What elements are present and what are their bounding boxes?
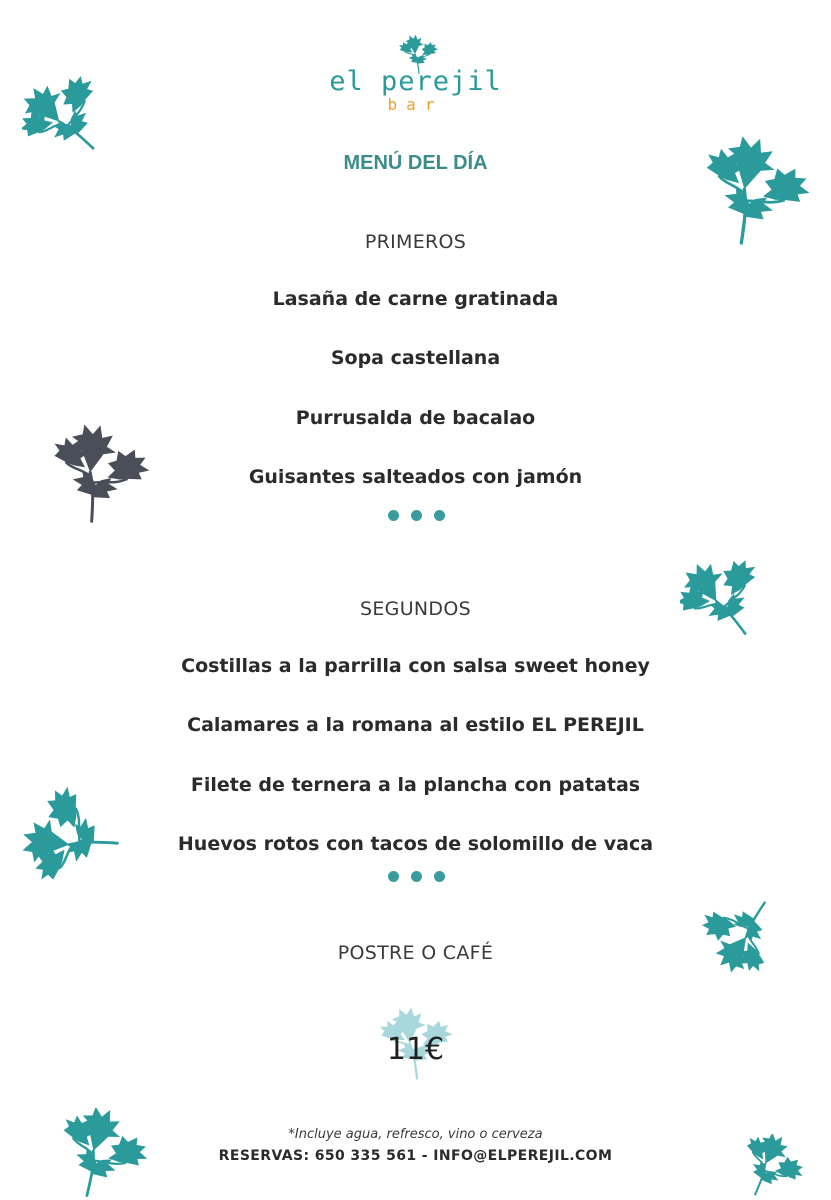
- parsley-leaf-icon: [680, 548, 768, 646]
- price: 11€: [386, 1032, 445, 1067]
- dot: [434, 510, 445, 521]
- dot: [411, 871, 422, 882]
- dish-item: Huevos rotos con tacos de solomillo de vaca: [177, 833, 654, 855]
- separator-dots: [386, 510, 448, 524]
- logo-name: el perejil: [329, 66, 502, 97]
- section-heading: SEGUNDOS: [360, 598, 471, 620]
- dot: [388, 871, 399, 882]
- dish-item: Lasaña de carne gratinada: [272, 288, 559, 310]
- page-title: MENÚ DEL DÍA: [343, 152, 488, 174]
- dish-item: Filete de ternera a la plancha con patatas: [190, 774, 641, 796]
- parsley-leaf-icon: [724, 1134, 818, 1200]
- section-heading: PRIMEROS: [364, 231, 467, 253]
- dot: [388, 510, 399, 521]
- section-heading: POSTRE O CAFÉ: [337, 942, 494, 964]
- dish-item: Costillas a la parrilla con salsa sweet honey: [181, 655, 650, 677]
- dish-item: Guisantes salteados con jamón: [248, 466, 583, 488]
- dish-item: Sopa castellana: [330, 347, 501, 369]
- separator-dots: [386, 871, 448, 885]
- logo-subtitle: bar: [387, 95, 444, 114]
- dish-item: Purrusalda de bacalao: [295, 407, 536, 429]
- dish-item: Calamares a la romana al estilo EL PEREJIL: [187, 714, 644, 736]
- reservations-contact: RESERVAS: 650 335 561 - INFO@ELPEREJIL.COM: [218, 1148, 613, 1164]
- included-note: *Incluye agua, refresco, vino o cerveza: [288, 1127, 543, 1142]
- dot: [411, 510, 422, 521]
- dot: [434, 871, 445, 882]
